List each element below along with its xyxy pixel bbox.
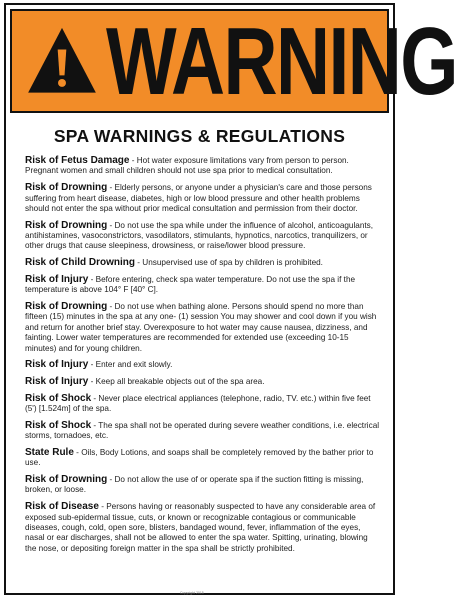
regulation-item: Risk of Child Drowning - Unsupervised use of spa by children is prohibited. (25, 257, 323, 269)
regulation-heading: Risk of Drowning (25, 182, 108, 194)
footer-copyright: Copyright 2015 (180, 591, 204, 595)
regulation-heading: Risk of Injury (25, 273, 89, 285)
regulation-heading: Risk of Disease (25, 501, 99, 513)
regulation-text: Hot water exposure limitations vary from person to person. Pregnant women and small children should not use spa prior to medical consultation. (25, 156, 349, 176)
regulation-item: Risk of Shock - The spa shall not be operated during severe weather conditions, i.e. electrical storms, tornadoes, etc. (25, 419, 380, 441)
regulation-item: State Rule - Oils, Body Lotions, and soaps shall be completely removed by the bather prior to use. (25, 446, 374, 468)
regulations-list (25, 156, 381, 560)
regulation-item: Risk of Fetus Damage - Hot water exposure limitations vary from person to person. Pregnant women and small children should not use spa prior to medical consultation. (25, 155, 349, 176)
regulation-text: Do not allow the use of or operate spa if the suction fitting is missing, broken, or loose. (25, 475, 364, 495)
regulation-text: Elderly persons, or anyone under a physician's care and those persons suffering from heart disease, diabetes, high or low blood pressure and other health problems should not enter the spa without prior medical consultation and permission from their doctor. (25, 183, 372, 213)
regulation-heading: Risk of Drowning (25, 474, 108, 486)
regulation-heading: Risk of Drowning (25, 300, 108, 312)
regulation-heading: Risk of Drowning (25, 219, 108, 231)
regulation-heading: State Rule (25, 446, 74, 458)
regulation-item: Risk of Shock - Never place electrical appliances (telephone, radio, TV. etc.) within five feet (5') [1.524m] of the spa. (25, 392, 371, 414)
regulation-text: Keep all breakable objects out of the spa area. (95, 376, 265, 386)
regulation-text: Oils, Body Lotions, and soaps shall be completely removed by the bather prior to use. (25, 447, 374, 468)
regulation-text: Enter and exit slowly. (95, 360, 173, 370)
regulation-item: Risk of Drowning - Elderly persons, or anyone under a physician's care and those persons suffering from heart disease, diabetes, high or low blood pressure and other health problems should not enter the spa without prior medical consultation and permission from their doctor. (25, 182, 372, 213)
regulation-item: Risk of Injury - Enter and exit slowly. (25, 359, 173, 371)
regulation-text: The spa shall not be operated during severe weather conditions, i.e. electrical storms, tornadoes, etc. (25, 420, 380, 441)
warning-word: WARNING (106, 8, 457, 115)
regulation-heading: Risk of Fetus Damage (25, 155, 130, 166)
regulation-item: Risk of Disease - Persons having or reasonably suspected to have any considerable area of exposed sub-epidermal tissue, cuts, or known or recognizable contagious or communicable diseases, cough, cold, open sore, blisters, bandaged wound, fever, inflammation of the eyes, nasal or ear discharges, shall not be allowed to enter the spa water. Spitting, urinating, blowing the nose, or depositing foreign matter in the spa shall be strictly prohibited. (25, 501, 376, 553)
sign-title: SPA WARNINGS & REGULATIONS (53, 126, 346, 146)
regulation-item: Risk of Injury - Keep all breakable objects out of the spa area. (25, 375, 265, 387)
regulation-item: Risk of Drowning - Do not use the spa while under the influence of alcohol, anticoagulants, antihistamines, vasoconstrictors, vasodilators, stimulants, hypnotics, narcotics, tranquilizers, or other drugs that cause sleepiness, drowsiness, or raise/lower blood pressure. (25, 219, 374, 251)
regulation-heading: Risk of Shock (25, 392, 92, 404)
regulation-text: Unsupervised use of spa by children is prohibited. (142, 258, 323, 268)
regulation-heading: Risk of Child Drowning (25, 257, 135, 269)
regulation-text: Do not use the spa while under the influence of alcohol, anticoagulants, antihistamines, vasoconstrictors, vasodilators, stimulants, hypnotics, narcotics, tranquilizers, or other drugs that cause sleepiness, drowsiness, or raise/lower blood pressure. (25, 220, 374, 251)
regulation-text: Do not use when bathing alone. Persons should spend no more than fifteen (15) minutes in the spa at any one- (1) session You may shower and cool down if you wish and return for another brief stay. Overexposure to hot water may cause nausea, dizziness, and fainting. Lower water temperatures are recommended for extended use (exceeding 10-15 minutes) and for young children. (25, 301, 377, 353)
regulation-heading: Risk of Injury (25, 359, 89, 371)
regulation-text: Persons having or reasonably suspected to have any considerable area of exposed sub-epidermal tissue, cuts, or known or recognizable contagious or communicable diseases, cough, cold, open sore, blisters, bandaged wound, fever, inflammation of the eyes, nasal or ear discharges, shall not be allowed to enter the spa water. Spitting, urinating, blowing the nose, or depositing foreign matter in the spa shall be strictly prohibited. (25, 502, 376, 553)
regulation-heading: Risk of Injury (25, 375, 89, 387)
regulation-item: Risk of Drowning - Do not allow the use of or operate spa if the suction fitting is missing, broken, or loose. (25, 474, 364, 495)
warning-header (10, 8, 457, 115)
regulation-text: Never place electrical appliances (telephone, radio, TV. etc.) within five feet (5') [1.524m] of the spa. (25, 393, 371, 414)
regulation-heading: Risk of Shock (25, 419, 92, 431)
exclamation-triangle-icon (26, 25, 98, 97)
regulation-item: Risk of Drowning - Do not use when bathing alone. Persons should spend no more than fifteen (15) minutes in the spa at any one- (1) session You may shower and cool down if you wish and return for another brief stay. Overexposure to hot water may cause nausea, dizziness, and fainting. Lower water temperatures are recommended for extended use (exceeding 10-15 minutes) and for young children. (25, 300, 377, 353)
regulation-text: Before entering, check spa water temperature. Do not use the spa if the temperature is above 104° F [40° C]. (25, 274, 356, 295)
sign-footer (20, 590, 385, 596)
warning-sign (4, 3, 457, 595)
regulation-item: Risk of Injury - Before entering, check spa water temperature. Do not use the spa if the temperature is above 104° F [40° C]. (25, 273, 356, 295)
